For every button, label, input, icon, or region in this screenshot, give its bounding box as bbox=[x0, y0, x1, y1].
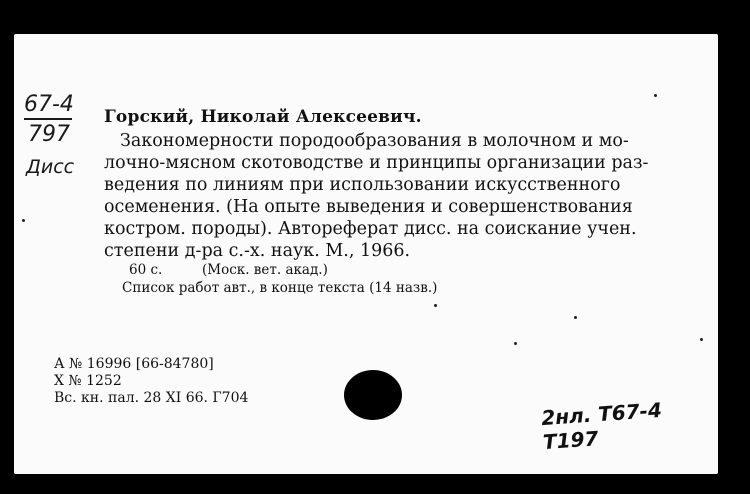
handwritten-note: 2нл. Т67-4 Т197 bbox=[540, 397, 663, 455]
call-number-line-2: 797 bbox=[28, 122, 70, 147]
speck bbox=[22, 219, 25, 222]
punched-hole bbox=[344, 370, 402, 420]
speck bbox=[700, 338, 703, 341]
call-number-line-3: Дисс bbox=[26, 156, 75, 178]
description-line: лочно-мясном скотоводстве и принципы организации раз- bbox=[104, 153, 649, 173]
accession-line-3: Вс. кн. пал. 28 XI 66. Г704 bbox=[54, 390, 249, 406]
call-number-divider bbox=[24, 118, 72, 120]
publisher-note: (Моск. вет. акад.) bbox=[202, 262, 328, 278]
catalog-card bbox=[14, 34, 718, 474]
speck bbox=[514, 342, 517, 345]
call-number-line-1: 67-4 bbox=[24, 92, 74, 117]
description-line: осеменения. (На опыте выведения и совершенствования bbox=[104, 197, 633, 217]
bibliography-note: Список работ авт., в конце текста (14 назв.) bbox=[122, 280, 438, 296]
description-line: ведения по линиям при использовании искусственного bbox=[104, 175, 621, 195]
description-line: костром. породы). Автореферат дисс. на соискание учен. bbox=[104, 219, 637, 239]
speck bbox=[574, 316, 577, 319]
accession-line-2: Х № 1252 bbox=[54, 373, 122, 389]
author-heading: Горский, Николай Алексеевич. bbox=[104, 107, 422, 127]
page-count: 60 с. bbox=[129, 262, 163, 278]
accession-block bbox=[54, 356, 248, 407]
description-line: Закономерности породообразования в молочном и мо- bbox=[120, 131, 629, 151]
accession-line-1: А № 16996 [66-84780] bbox=[54, 356, 214, 372]
description-line: степени д-ра с.-х. наук. М., 1966. bbox=[104, 241, 411, 261]
title-description bbox=[104, 130, 674, 262]
speck bbox=[654, 94, 657, 97]
speck bbox=[434, 304, 437, 307]
